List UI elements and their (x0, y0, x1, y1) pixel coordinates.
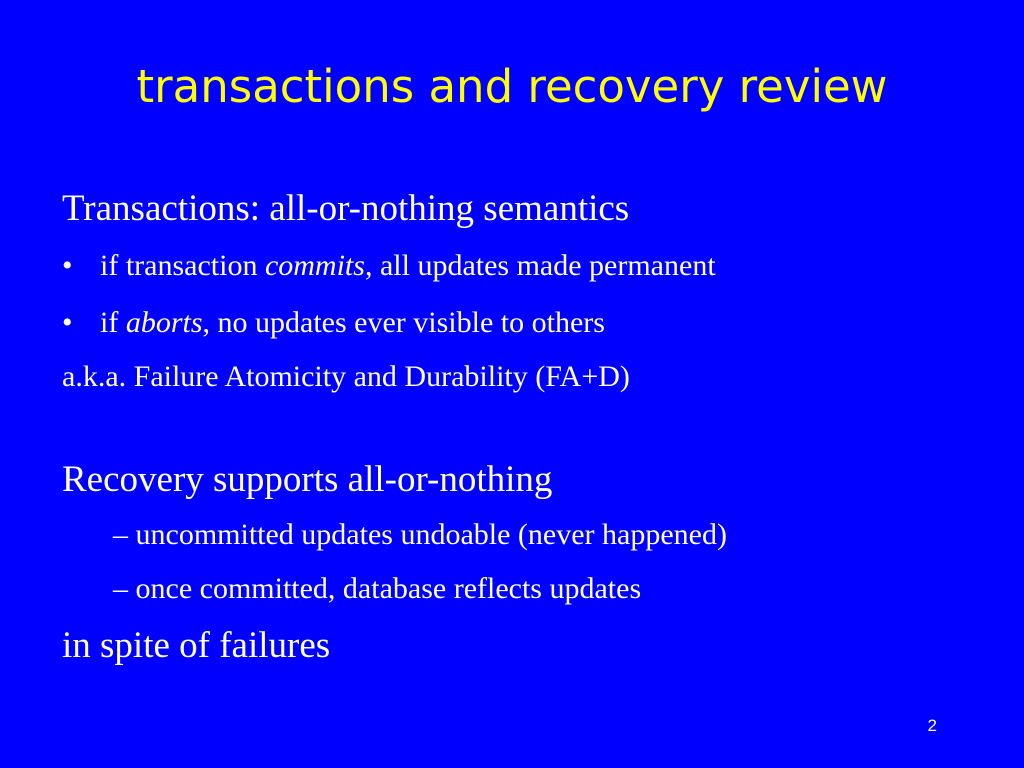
sub-item-committed: – once committed, database reflects updates (113, 572, 642, 605)
bullet-aborts (62, 306, 605, 340)
slide-title: transactions and recovery review (136, 60, 888, 113)
page-number: 2 (927, 716, 937, 735)
closing-line: in spite of failures (62, 625, 331, 666)
bullet-commits-text-after: , all updates made permanent (364, 249, 716, 282)
bullet-dot: • (62, 249, 73, 282)
bullet-aborts-emphasis: aborts (125, 306, 203, 339)
bullet-commits-emphasis: commits (264, 249, 365, 282)
bullet-commits-text-before: if transaction (100, 249, 265, 282)
sub-item-uncommitted: – uncommitted updates undoable (never happened) (113, 518, 727, 551)
bullet-aborts-text-before: if (100, 306, 126, 339)
bullet-commits (62, 249, 716, 283)
heading-transactions: Transactions: all-or-nothing semantics (62, 188, 630, 229)
heading-recovery: Recovery supports all-or-nothing (62, 459, 553, 500)
bullet-aborts-text-after: , no updates ever visible to others (202, 306, 605, 339)
bullet-dot: • (62, 306, 73, 339)
aka-line: a.k.a. Failure Atomicity and Durability (FA+D) (62, 360, 630, 393)
